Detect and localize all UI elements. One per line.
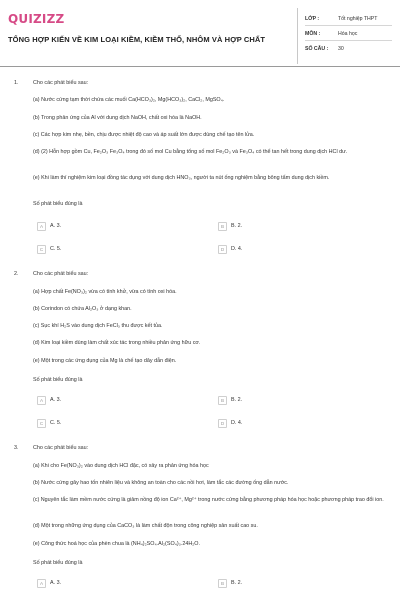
meta-count-value: 30 bbox=[338, 46, 344, 52]
option-text: C. 5. bbox=[50, 420, 62, 426]
document-title: TỔNG HỢP KIẾN VỀ KIM LOẠI KIỀM, KIỀM THỔ, NHÔM VÀ HỢP CHẤT bbox=[8, 35, 266, 44]
statement: (d) Kim loại kiềm dùng làm chất xúc tác trong nhiều phản ứng hữu cơ. bbox=[33, 340, 201, 346]
option-letter-box: B bbox=[218, 222, 227, 231]
statement: (b) Trong phản ứng của Al với dung dịch NaOH, chất oxi hóa là NaOH. bbox=[33, 115, 202, 121]
option-letter-box: A bbox=[37, 396, 46, 405]
statement: (e) Công thức hoá học của phèn chua là (NH₄)₂SO₄.Al₂(SO₄)₃.24H₂O. bbox=[33, 541, 200, 547]
answer-label: Số phát biểu đúng là bbox=[33, 560, 83, 566]
statement: (c) Nguyên tắc làm mềm nước cứng là giảm nồng độ ion Ca²⁺, Mg²⁺ trong nước cứng bằng phương pháp hóa học hoặc phương pháp trao đổi ion. bbox=[33, 497, 384, 503]
meta-subject-key: MÔN : bbox=[305, 31, 321, 37]
header-rule bbox=[0, 66, 400, 67]
option-letter-box: A bbox=[37, 579, 46, 588]
statement: (c) Các hợp kim nhẹ, bền, chịu được nhiệt độ cao và áp suất lớn được dùng chế tạo tên lửa. bbox=[33, 132, 255, 138]
option-text: B. 2. bbox=[231, 580, 243, 586]
statement: (b) Corindon có chứa Al₂O₃ ở dạng khan. bbox=[33, 306, 132, 312]
meta-grade-value: Tốt nghiệp THPT bbox=[338, 16, 378, 22]
answer-label: Số phát biểu đúng là bbox=[33, 377, 83, 383]
option-text: B. 2. bbox=[231, 223, 243, 229]
option-letter-box: D bbox=[218, 419, 227, 428]
quizizz-logo: QUIZIZZ bbox=[8, 12, 65, 26]
document-header bbox=[0, 0, 400, 66]
option-letter-box: D bbox=[218, 245, 227, 254]
answer-label: Số phát biểu đúng là bbox=[33, 201, 83, 207]
option-letter-box: C bbox=[37, 419, 46, 428]
statement: (d) Một trong những ứng dụng của CaCO₃ là làm chất độn trong công nghiệp sản xuất cao su. bbox=[33, 523, 258, 529]
option-text: A. 3. bbox=[50, 397, 62, 403]
meta-subject-value: Hóa học bbox=[338, 31, 358, 37]
question-number: 1. bbox=[14, 80, 19, 86]
statement: (a) Khi cho Fe(NO₃)₂ vào dung dịch HCl đặc, có xảy ra phản ứng hóa học bbox=[33, 463, 209, 469]
question-number: 2. bbox=[14, 271, 19, 277]
meta-grade-key: LỚP : bbox=[305, 16, 320, 22]
statement: (a) Nước cứng tạm thời chứa các muối Ca(HCO₃)₂, Mg(HCO₃)₂, CaCl₂, MgSO₄. bbox=[33, 97, 225, 103]
option-text: C. 5. bbox=[50, 246, 62, 252]
option-letter-box: A bbox=[37, 222, 46, 231]
option-text: A. 3. bbox=[50, 580, 62, 586]
question-prompt: Cho các phát biểu sau: bbox=[33, 271, 89, 277]
question-prompt: Cho các phát biểu sau: bbox=[33, 445, 89, 451]
option-letter-box: B bbox=[218, 579, 227, 588]
option-letter-box: C bbox=[37, 245, 46, 254]
statement: (b) Nước cứng gây hao tốn nhiên liệu và không an toàn cho các nồi hơi, làm tắc các đường ống dẫn nước. bbox=[33, 480, 289, 486]
option-text: D. 4. bbox=[231, 246, 243, 252]
question-prompt: Cho các phát biểu sau: bbox=[33, 80, 89, 86]
statement: (d) (2) Hỗn hợp gồm Cu, Fe₂O₃ Fe₃O₄ trong đó số mol Cu bằng tổng số mol Fe₂O₃ và Fe₃O₄ có thể tan hết trong dung dịch HCl dư. bbox=[33, 149, 348, 155]
statement: (e) Khi làm thí nghiệm kim loại đồng tác dụng với dung dịch HNO₃, người ta nút ống nghiệm bằng bông tẩm dung dịch kiềm. bbox=[33, 175, 330, 181]
option-text: A. 3. bbox=[50, 223, 62, 229]
statement: (c) Sục khí H₂S vào dung dịch FeCl₃ thu được kết tủa. bbox=[33, 323, 163, 329]
meta-underline bbox=[305, 25, 392, 26]
option-text: B. 2. bbox=[231, 397, 243, 403]
statement: (e) Một trong các ứng dụng của Mg là chế tạo dây dẫn điện. bbox=[33, 358, 177, 364]
header-divider bbox=[297, 8, 298, 64]
meta-count-key: SỐ CÂU : bbox=[305, 46, 329, 52]
meta-underline bbox=[305, 40, 392, 41]
question-number: 3. bbox=[14, 445, 19, 451]
option-letter-box: B bbox=[218, 396, 227, 405]
statement: (a) Hợp chất Fe(NO₃)₂ vừa có tính khử, vừa có tính oxi hóa. bbox=[33, 289, 177, 295]
option-text: D. 4. bbox=[231, 420, 243, 426]
